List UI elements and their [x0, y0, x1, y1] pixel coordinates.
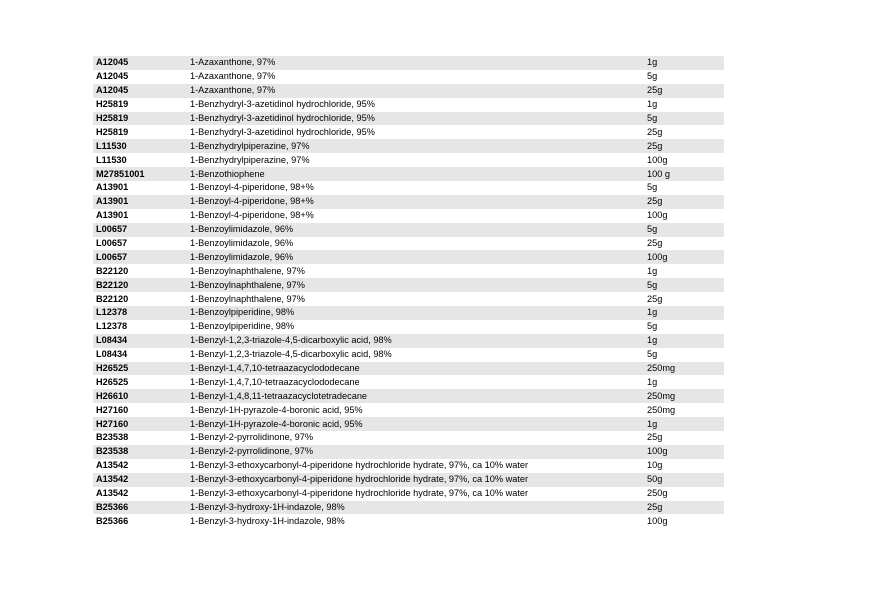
product-code-cell: H25819	[93, 112, 187, 126]
table-row	[93, 514, 724, 528]
product-description-cell: 1-Benzoylpiperidine, 98%	[187, 306, 644, 320]
table-row	[93, 278, 724, 292]
table-row	[93, 153, 724, 167]
table-row	[93, 250, 724, 264]
package-size-cell: 1g	[644, 334, 724, 348]
table-row	[93, 348, 724, 362]
table-row	[93, 320, 724, 334]
package-size-cell: 1g	[644, 306, 724, 320]
package-size-cell: 100g	[647, 515, 668, 526]
product-description-cell: 1-Benzyl-3-hydroxy-1H-indazole, 98%	[190, 515, 345, 526]
package-size-cell: 1g	[644, 56, 724, 70]
product-description-cell: 1-Benzoylimidazole, 96%	[187, 223, 644, 237]
product-catalog-table	[93, 56, 724, 528]
product-code-cell: B22120	[96, 293, 129, 304]
product-description-cell: 1-Benzyl-3-ethoxycarbonyl-4-piperidone hydrochloride hydrate, 97%, ca 10% water	[190, 460, 529, 471]
product-description-cell: 1-Benzoylnaphthalene, 97%	[190, 265, 305, 276]
table-row	[93, 292, 724, 306]
product-description-cell: 1-Benzoylimidazole, 96%	[187, 250, 644, 264]
package-size-cell: 250mg	[644, 389, 724, 403]
table-row	[93, 403, 724, 417]
product-code-cell: L00657	[93, 250, 187, 264]
package-size-cell: 10g	[647, 460, 663, 471]
product-description-cell: 1-Benzoyl-4-piperidone, 98+%	[187, 195, 644, 209]
product-code-cell: L12378	[93, 306, 187, 320]
table-row	[93, 417, 724, 431]
package-size-cell: 5g	[644, 278, 724, 292]
table-row	[93, 223, 724, 237]
package-size-cell: 5g	[647, 321, 658, 332]
product-code-cell: B22120	[96, 265, 129, 276]
package-size-cell: 250g	[647, 488, 668, 499]
package-size-cell: 100g	[647, 154, 668, 165]
product-description-cell: 1-Azaxanthone, 97%	[190, 71, 276, 82]
product-description-cell: 1-Benzyl-1H-pyrazole-4-boronic acid, 95%	[187, 417, 644, 431]
product-code-cell: B22120	[93, 278, 187, 292]
product-code-cell: H27160	[93, 417, 187, 431]
product-description-cell: 1-Benzoyl-4-piperidone, 98+%	[190, 182, 314, 193]
product-description-cell: 1-Benzyl-1,2,3-triazole-4,5-dicarboxylic acid, 98%	[190, 349, 392, 360]
product-code-cell: A13901	[96, 210, 129, 221]
product-description-cell: 1-Azaxanthone, 97%	[187, 56, 644, 70]
product-code-cell: H25819	[96, 99, 129, 110]
package-size-cell: 25g	[644, 139, 724, 153]
table-row	[93, 195, 724, 209]
product-code-cell: H26525	[93, 362, 187, 376]
product-code-cell: L00657	[93, 223, 187, 237]
table-row	[93, 501, 724, 515]
package-size-cell: 100 g	[644, 167, 724, 181]
product-code-cell: A12045	[93, 56, 187, 70]
package-size-cell: 1g	[647, 265, 658, 276]
table-row	[93, 459, 724, 473]
product-code-cell: A13542	[96, 460, 129, 471]
product-code-cell: H25819	[96, 126, 129, 137]
product-code-cell: H27160	[96, 404, 129, 415]
package-size-cell: 5g	[647, 349, 658, 360]
product-description-cell: 1-Benzyl-3-ethoxycarbonyl-4-piperidone hydrochloride hydrate, 97%, ca 10% water	[187, 473, 644, 487]
product-description-cell: 1-Benzhydryl-3-azetidinol hydrochloride, 95%	[190, 126, 375, 137]
product-description-cell: 1-Benzyl-3-ethoxycarbonyl-4-piperidone hydrochloride hydrate, 97%, ca 10% water	[190, 488, 529, 499]
product-code-cell: H26610	[93, 389, 187, 403]
product-code-cell: A13901	[96, 182, 129, 193]
product-description-cell: 1-Benzyl-1,4,7,10-tetraazacyclododecane	[190, 376, 360, 387]
package-size-cell: 25g	[647, 432, 663, 443]
product-code-cell: L00657	[96, 238, 128, 249]
table-row	[93, 334, 724, 348]
product-description-cell: 1-Benzhydryl-3-azetidinol hydrochloride, 95%	[187, 112, 644, 126]
table-row	[93, 70, 724, 84]
product-description-cell: 1-Benzothiophene	[187, 167, 644, 181]
product-description-cell: 1-Benzyl-3-hydroxy-1H-indazole, 98%	[187, 501, 644, 515]
package-size-cell: 100g	[644, 445, 724, 459]
product-description-cell: 1-Benzyl-1,2,3-triazole-4,5-dicarboxylic acid, 98%	[187, 334, 644, 348]
product-description-cell: 1-Benzoylpiperidine, 98%	[190, 321, 295, 332]
package-size-cell: 5g	[647, 182, 658, 193]
product-code-cell: L12378	[96, 321, 128, 332]
product-code-cell: B25366	[96, 515, 129, 526]
table-row	[93, 431, 724, 445]
product-description-cell: 1-Benzyl-2-pyrrolidinone, 97%	[187, 445, 644, 459]
table-row	[93, 167, 724, 181]
package-size-cell: 5g	[647, 71, 658, 82]
table-row	[93, 56, 724, 70]
product-description-cell: 1-Benzhydrylpiperazine, 97%	[187, 139, 644, 153]
table-row	[93, 375, 724, 389]
product-code-cell: M27851001	[93, 167, 187, 181]
product-code-cell: A13901	[93, 195, 187, 209]
product-code-cell: L11530	[93, 139, 187, 153]
product-code-cell: A13542	[93, 473, 187, 487]
table-row	[93, 125, 724, 139]
product-description-cell: 1-Benzyl-1,4,8,11-tetraazacyclotetradecane	[187, 389, 644, 403]
table-row	[93, 181, 724, 195]
package-size-cell: 25g	[647, 238, 663, 249]
package-size-cell: 25g	[647, 293, 663, 304]
package-size-cell: 1g	[647, 376, 658, 387]
package-size-cell: 25g	[644, 84, 724, 98]
product-code-cell: L08434	[93, 334, 187, 348]
package-size-cell: 50g	[644, 473, 724, 487]
package-size-cell: 100g	[644, 250, 724, 264]
package-size-cell: 100g	[647, 210, 668, 221]
product-description-cell: 1-Benzoyl-4-piperidone, 98+%	[190, 210, 314, 221]
table-row	[93, 84, 724, 98]
package-size-cell: 1g	[644, 417, 724, 431]
table-row	[93, 98, 724, 112]
product-description-cell: 1-Benzyl-1H-pyrazole-4-boronic acid, 95%	[190, 404, 363, 415]
table-row	[93, 306, 724, 320]
package-size-cell: 25g	[647, 126, 663, 137]
product-description-cell: 1-Benzyl-1,4,7,10-tetraazacyclododecane	[187, 362, 644, 376]
package-size-cell: 5g	[644, 112, 724, 126]
package-size-cell: 1g	[647, 99, 658, 110]
product-description-cell: 1-Benzoylnaphthalene, 97%	[190, 293, 305, 304]
product-code-cell: A12045	[96, 71, 129, 82]
package-size-cell: 250mg	[647, 404, 676, 415]
product-code-cell: B23538	[93, 445, 187, 459]
table-row	[93, 389, 724, 403]
table-row	[93, 487, 724, 501]
product-description-cell: 1-Benzhydrylpiperazine, 97%	[190, 154, 310, 165]
package-size-cell: 250mg	[644, 362, 724, 376]
product-description-cell: 1-Benzhydryl-3-azetidinol hydrochloride, 95%	[190, 99, 375, 110]
table-row	[93, 237, 724, 251]
product-description-cell: 1-Benzoylnaphthalene, 97%	[187, 278, 644, 292]
product-code-cell: L11530	[96, 154, 127, 165]
product-code-cell: H26525	[96, 376, 129, 387]
table-row	[93, 264, 724, 278]
table-row	[93, 209, 724, 223]
package-size-cell: 5g	[644, 223, 724, 237]
product-code-cell: A12045	[93, 84, 187, 98]
product-code-cell: B25366	[93, 501, 187, 515]
product-code-cell: B23538	[96, 432, 129, 443]
table-row	[93, 445, 724, 459]
table-row	[93, 473, 724, 487]
table-row	[93, 139, 724, 153]
product-code-cell: A13542	[96, 488, 129, 499]
package-size-cell: 25g	[644, 195, 724, 209]
product-description-cell: 1-Benzyl-2-pyrrolidinone, 97%	[190, 432, 314, 443]
catalog-body	[93, 56, 724, 528]
table-row	[93, 362, 724, 376]
package-size-cell: 25g	[644, 501, 724, 515]
product-description-cell: 1-Benzoylimidazole, 96%	[190, 238, 294, 249]
product-code-cell: L08434	[96, 349, 128, 360]
table-row	[93, 112, 724, 126]
product-description-cell: 1-Azaxanthone, 97%	[187, 84, 644, 98]
